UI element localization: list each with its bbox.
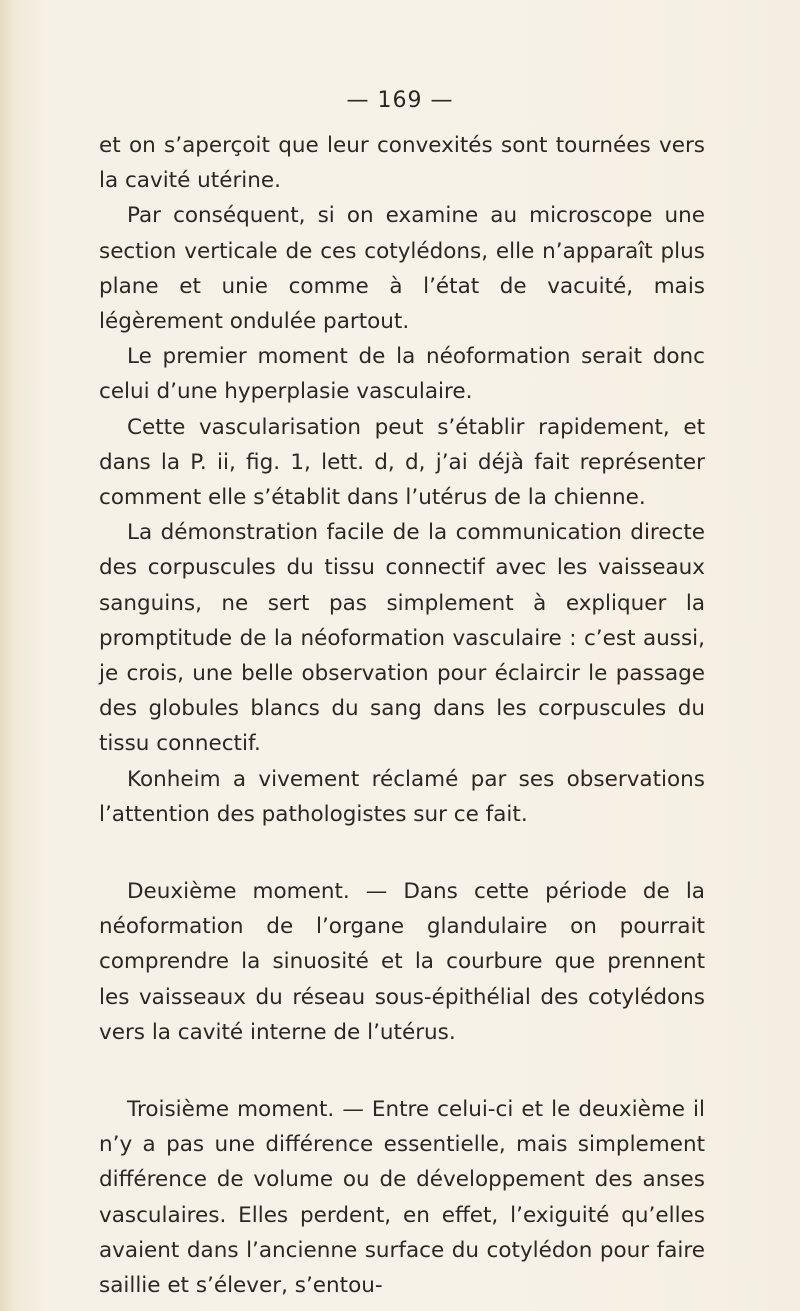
section-gap	[99, 832, 705, 874]
paragraph-6: Konheim a vivement réclamé par ses observations l’attention des pathologistes sur ce fait.	[99, 766, 705, 827]
paragraph-7: Deuxième moment. — Dans cette période de la néoformation de l’organe glandulaire on pourrait comprendre la sinuosité et la courbure que prennent les vaisseaux du réseau sous-épithélial des cotylédons vers la cavité interne de l’utérus.	[99, 879, 705, 1045]
paragraph-4: Cette vascularisation peut s’établir rapidement, et dans la P. ii, fig. 1, lett. d, d, j’ai déjà fait représenter comment elle s’établit dans l’utérus de la chienne.	[99, 414, 705, 511]
paragraph-5: La démonstration facile de la communication directe des corpuscules du tissu connectif avec les vaisseaux sanguins, ne sert pas simplement à expliquer la promptitude de la néoformation vasculaire : c’est aussi, je crois, une belle observation pour éclaircir le passage des globules blancs du sang dans les corpuscules du tissu connectif.	[99, 520, 705, 757]
body-text	[99, 128, 705, 1303]
paragraph-1: et on s’aperçoit que leur convexités sont tournées vers la cavité utérine.	[99, 133, 705, 194]
paragraph-8: Troisième moment. — Entre celui-ci et le deuxième il n’y a pas une différence essentielle, mais simplement différence de volume ou de développement des anses vasculaires. Elles perdent, en effet, l’exiguité qu’elles avaient dans l’ancienne surface du cotylédon pour faire saillie et s’élever, s’entou-	[99, 1097, 705, 1299]
page-edge-shadow	[0, 0, 14, 1311]
page-number: — 169 —	[346, 88, 454, 113]
paragraph-2: Par conséquent, si on examine au microscope une section verticale de ces cotylédons, elle n’apparaît plus plane et unie comme à l’état de vacuité, mais légèrement ondulée partout.	[99, 203, 705, 335]
paragraph-3: Le premier moment de la néoformation serait donc celui d’une hyperplasie vasculaire.	[99, 344, 705, 405]
section-gap	[99, 1050, 705, 1092]
